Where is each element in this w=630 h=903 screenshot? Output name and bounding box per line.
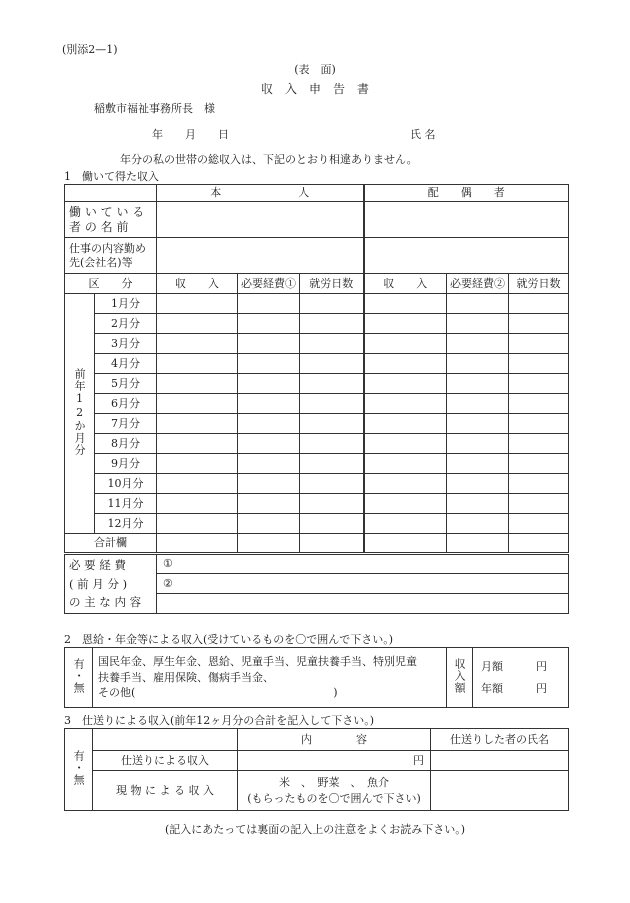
spouse-days-cell[interactable] (509, 334, 569, 354)
self-income-cell[interactable] (157, 434, 238, 454)
pension-table (64, 647, 569, 708)
category-header: 区 分 (65, 274, 157, 294)
spouse-income-cell[interactable] (364, 294, 447, 314)
job-employer-label: 仕事の内容勤め 先(会社名)等 (65, 238, 157, 274)
self-job-field[interactable] (157, 238, 364, 274)
period-label: 前年12か月分 (73, 367, 87, 456)
remittance-money-field[interactable] (238, 751, 431, 771)
spouse-days-cell[interactable] (509, 474, 569, 494)
self-days-header: 就労日数 (300, 274, 364, 294)
self-days-cell[interactable] (300, 454, 364, 474)
self-income-cell[interactable] (157, 334, 238, 354)
self-expense-cell[interactable] (238, 474, 300, 494)
self-income-header: 収 入 (157, 274, 238, 294)
spouse-income-cell[interactable] (364, 374, 447, 394)
month-label: 9月分 (95, 454, 157, 474)
corner-cell (65, 185, 157, 202)
self-days-cell[interactable] (300, 434, 364, 454)
declaration: 年分の私の世帯の総収入は、下記のとおり相違ありません。 (120, 153, 418, 166)
spouse-income-cell[interactable] (364, 414, 447, 434)
spouse-job-field[interactable] (364, 238, 569, 274)
period-label-cell (65, 294, 95, 534)
date-line: 年 月 日 (152, 128, 229, 141)
spouse-income-cell[interactable] (364, 354, 447, 374)
spouse-income-cell[interactable] (364, 334, 447, 354)
expense-detail-row-1[interactable] (157, 554, 569, 574)
month-label: 3月分 (95, 334, 157, 354)
spouse-expense-cell[interactable] (447, 434, 509, 454)
self-days-cell[interactable] (300, 334, 364, 354)
self-expense-cell[interactable] (238, 354, 300, 374)
self-income-cell[interactable] (157, 494, 238, 514)
spouse-expense-cell[interactable] (447, 394, 509, 414)
in-kind-items[interactable]: 米 、 野菜 、 魚介 (もらったものを〇で囲んで下さい) (238, 771, 431, 811)
section2-heading: 2 恩給・年金等による収入(受けているものを〇で囲んで下さい。) (64, 633, 394, 646)
amount-fields[interactable] (473, 648, 569, 708)
spouse-income-total[interactable] (364, 534, 447, 554)
self-income-cell[interactable] (157, 514, 238, 534)
expense-detail-row-2[interactable] (157, 574, 569, 594)
spouse-income-cell[interactable] (364, 434, 447, 454)
spouse-days-cell[interactable] (509, 374, 569, 394)
expense-detail-row-3[interactable] (157, 594, 569, 614)
remittance-money-sender[interactable] (431, 751, 569, 771)
spouse-days-cell[interactable] (509, 294, 569, 314)
spouse-expense-cell[interactable] (447, 494, 509, 514)
self-expense-header: 必要経費① (238, 274, 300, 294)
remittance-money-label: 仕送りによる収入 (93, 751, 238, 771)
income-amount-label: 収入額 (453, 657, 467, 694)
self-expense-cell[interactable] (238, 294, 300, 314)
form-title: 収 入 申 告 書 (260, 82, 369, 96)
self-income-cell[interactable] (157, 474, 238, 494)
spouse-expense-cell[interactable] (447, 514, 509, 534)
self-income-cell[interactable] (157, 314, 238, 334)
spouse-days-cell[interactable] (509, 354, 569, 374)
pension-yes-no[interactable]: 有・無 (72, 657, 86, 694)
spouse-header: 配 偶 者 (364, 185, 569, 202)
spouse-worker-name-field[interactable] (364, 202, 569, 238)
self-expense-cell[interactable] (238, 434, 300, 454)
self-income-cell[interactable] (157, 394, 238, 414)
sender-name-header: 仕送りした者の氏名 (431, 729, 569, 751)
spouse-days-cell[interactable] (509, 314, 569, 334)
self-income-total[interactable] (157, 534, 238, 554)
month-label: 5月分 (95, 374, 157, 394)
self-days-cell[interactable] (300, 474, 364, 494)
spouse-expense-cell[interactable] (447, 314, 509, 334)
in-kind-label: 現 物 に よ る 収 入 (93, 771, 238, 811)
self-days-cell[interactable] (300, 374, 364, 394)
self-expense-cell[interactable] (238, 314, 300, 334)
yen-unit: 円 (413, 753, 424, 767)
self-expense-cell[interactable] (238, 394, 300, 414)
self-expense-cell[interactable] (238, 494, 300, 514)
spouse-expense-cell[interactable] (447, 354, 509, 374)
in-kind-sender[interactable] (431, 771, 569, 811)
spouse-expense-cell[interactable] (447, 474, 509, 494)
section3-heading: 3 仕送りによる収入(前年12ヶ月分の合計を記入して下さい。) (64, 714, 375, 727)
earned-income-table (64, 184, 569, 614)
self-days-cell[interactable] (300, 494, 364, 514)
month-label: 6月分 (95, 394, 157, 414)
side-label: (表 面) (294, 63, 336, 76)
expense-detail-label: 必 要 経 費 ( 前 月 分 ) の 主 な 内 容 (65, 554, 157, 614)
addressee: 稲敷市福祉事務所長 様 (94, 102, 215, 115)
expense-mark-2: ② (163, 576, 173, 590)
self-days-cell[interactable] (300, 514, 364, 534)
spouse-expense-cell[interactable] (447, 374, 509, 394)
self-days-cell[interactable] (300, 314, 364, 334)
spouse-days-cell[interactable] (509, 394, 569, 414)
remittance-table (64, 728, 569, 811)
annex-number: (別添2—1) (62, 43, 118, 56)
month-label: 10月分 (95, 474, 157, 494)
month-label: 2月分 (95, 314, 157, 334)
spouse-income-cell[interactable] (364, 474, 447, 494)
spouse-expense-cell[interactable] (447, 294, 509, 314)
month-label: 1月分 (95, 294, 157, 314)
self-expense-total[interactable] (238, 534, 300, 554)
self-expense-cell[interactable] (238, 454, 300, 474)
self-days-cell[interactable] (300, 414, 364, 434)
spouse-income-cell[interactable] (364, 394, 447, 414)
self-income-cell[interactable] (157, 454, 238, 474)
self-days-cell[interactable] (300, 394, 364, 414)
spouse-income-cell[interactable] (364, 454, 447, 474)
worker-name-label: 働 い て い る 者 の 名 前 (65, 202, 157, 238)
spouse-days-cell[interactable] (509, 454, 569, 474)
self-worker-name-field[interactable] (157, 202, 364, 238)
month-label: 7月分 (95, 414, 157, 434)
remittance-yes-no[interactable]: 有・無 (72, 749, 86, 786)
self-expense-cell[interactable] (238, 334, 300, 354)
spouse-expense-header: 必要経費② (447, 274, 509, 294)
pension-yes-no-cell[interactable] (65, 648, 93, 708)
pension-items[interactable]: 国民年金、厚生年金、恩給、児童手当、児童扶養手当、特別児童 扶養手当、雇用保険、傷病手当金、 その他( ) (93, 648, 447, 708)
self-income-cell[interactable] (157, 414, 238, 434)
spouse-days-cell[interactable] (509, 434, 569, 454)
self-header: 本 人 (157, 185, 364, 202)
month-label: 8月分 (95, 434, 157, 454)
month-label: 12月分 (95, 514, 157, 534)
spouse-income-cell[interactable] (364, 514, 447, 534)
spouse-income-cell[interactable] (364, 314, 447, 334)
self-income-cell[interactable] (157, 374, 238, 394)
spouse-expense-cell[interactable] (447, 414, 509, 434)
spouse-income-cell[interactable] (364, 494, 447, 514)
spouse-days-cell[interactable] (509, 514, 569, 534)
self-expense-cell[interactable] (238, 414, 300, 434)
self-days-cell[interactable] (300, 294, 364, 314)
spouse-expense-total[interactable] (447, 534, 509, 554)
total-label: 合計欄 (65, 534, 157, 554)
expense-mark-1: ① (163, 557, 173, 571)
self-days-total[interactable] (300, 534, 364, 554)
remittance-yes-no-cell[interactable] (65, 729, 93, 811)
spouse-expense-cell[interactable] (447, 334, 509, 354)
month-label: 11月分 (95, 494, 157, 514)
name-label: 氏 名 (410, 128, 436, 141)
self-income-cell[interactable] (157, 294, 238, 314)
spouse-days-header: 就労日数 (509, 274, 569, 294)
self-expense-cell[interactable] (238, 374, 300, 394)
section1-heading: 1 働いて得た収入 (64, 170, 159, 183)
spouse-days-total[interactable] (509, 534, 569, 554)
spouse-income-header: 収 入 (364, 274, 447, 294)
footer-note: (記入にあたっては裏面の記入上の注意をよくお読み下さい。) (164, 823, 466, 836)
spouse-days-cell[interactable] (509, 494, 569, 514)
spouse-expense-cell[interactable] (447, 454, 509, 474)
content-header: 内 容 (238, 729, 431, 751)
yearly-amount[interactable]: 年額 円 (481, 681, 547, 695)
month-label: 4月分 (95, 354, 157, 374)
self-expense-cell[interactable] (238, 514, 300, 534)
remittance-header-blank (93, 729, 238, 751)
spouse-days-cell[interactable] (509, 414, 569, 434)
monthly-amount[interactable]: 月額 円 (481, 659, 547, 673)
income-amount-cell (447, 648, 473, 708)
self-days-cell[interactable] (300, 354, 364, 374)
self-income-cell[interactable] (157, 354, 238, 374)
